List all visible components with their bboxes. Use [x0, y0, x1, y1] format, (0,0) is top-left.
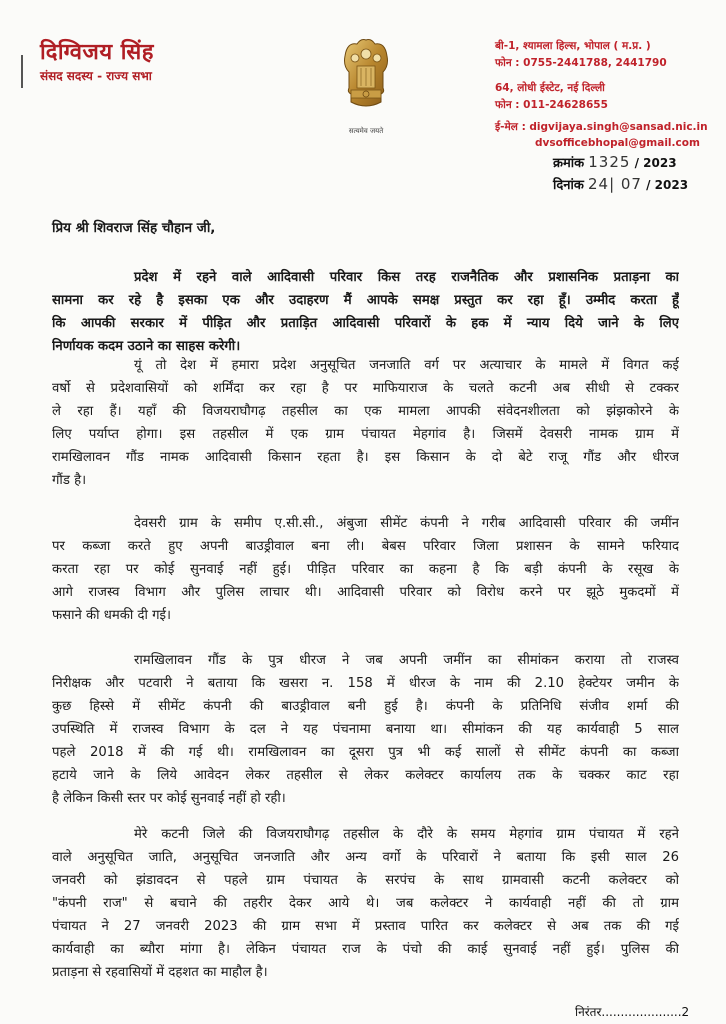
reference-number-year: / 2023: [634, 156, 677, 170]
paragraph-5: [52, 823, 679, 984]
ashoka-emblem-icon: [335, 36, 397, 116]
paragraph-line: उपस्थिति में राजस्व विभाग के दल ने यह पंचनामा बनाया था। सीमांकन की यह कार्यवाही 5 साल: [52, 722, 679, 737]
paragraph-line: ले रहा हैं। यहाँ की विजयराघौगढ़ तहसील का एक मामला आपकी संवेदनशीलता को झंझकोरने के: [52, 404, 679, 419]
phone-bhopal: फोन : 0755-2441788, 2441790: [495, 57, 667, 69]
reference-date: [553, 175, 688, 193]
paragraph-line: कार्यवाही का ब्यौरा मांगा है। लेकिन पंचायत राज के पंचो की काई सुनवाई नहीं हुई। पुलिस की: [52, 942, 679, 957]
reference-date-label: दिनांक: [553, 178, 584, 193]
margin-mark: [21, 55, 23, 88]
paragraph-line: प्रदेश में रहने वाले आदिवासी परिवार किस तरह राजनैतिक और प्रशासनिक प्रताड़ना का: [134, 270, 679, 285]
paragraph-line: निर्णायक कदम उठाने का साहस करेगी।: [52, 339, 241, 354]
sender-designation: संसद सदस्य - राज्य सभा: [40, 69, 152, 83]
paragraph-line: लिए पर्याप्त होगा। इस तहसील में एक ग्राम पंचायत मेहगांव है। जिसमें देवसरी नामक ग्राम में: [52, 427, 679, 442]
paragraph-line: जनवरी को झंडावदन से पहले ग्राम पंचायत के सरपंच के साथ ग्रामवासी कटनी कलेक्टर को: [52, 873, 679, 888]
email-secondary: dvsofficebhopal@gmail.com: [535, 137, 700, 149]
salutation: प्रिय श्री शिवराज सिंह चौहान जी,: [52, 220, 216, 236]
paragraph-line: रामखिलावन गौंड नामक आदिवासी किसान रहता है। इस किसान के दो बेटे राजू गौंड और धीरज: [52, 450, 679, 465]
phone-delhi: फोन : 011-24628655: [495, 99, 608, 111]
paragraph-line: यूं तो देश में हमारा प्रदेश अनुसूचित जनजाति वर्ग पर अत्याचार के मामले में विगत कई: [134, 358, 679, 373]
paragraph-line: गौंड है।: [52, 473, 87, 488]
paragraph-line: प्रताड़ना से रहवासियों में दहशत का माहौल है।: [52, 965, 268, 980]
paragraph-2: [52, 354, 679, 492]
paragraph-line: पहले 2018 में की गई थी। रामखिलावन का दूसरा पुत्र भी कई सालों से सीमेंट कंपनी का कब्जा: [52, 745, 679, 760]
paragraph-line: है लेकिन किसी स्तर पर कोई सुनवाई नहीं हो रही।: [52, 791, 286, 806]
national-emblem-icon: [335, 36, 397, 131]
email-primary: ई-मेल : digvijaya.singh@sansad.nic.in: [495, 121, 708, 133]
paragraph-line: मेरे कटनी जिले की विजयराघौगढ़ तहसील के दौरे के समय मेहगांव ग्राम पंचायत में रहने: [134, 827, 679, 842]
paragraph-line: पंचायत ने 27 जनवरी 2023 की ग्राम सभा में प्रस्ताव पारित कर कलेक्टर से अब तक की गई: [52, 919, 679, 934]
paragraph-line: "कंपनी राज" से बचाने की तहरीर देकर आये थे। जब कलेक्टर ने कार्यवाही नहीं की तो ग्राम: [52, 896, 679, 911]
paragraph-1: [52, 266, 679, 358]
paragraph-line: देवसरी ग्राम के समीप ए.सी.सी., अंबुजा सीमेंट कंपनी ने गरीब आदिवासी परिवार की जमींन: [134, 516, 679, 531]
paragraph-line: फसाने की धमकी दी गई।: [52, 608, 171, 623]
reference-number-label: क्रमांक: [553, 156, 585, 171]
continued-page-marker: निरंतर.....................2: [575, 1005, 690, 1019]
paragraph-3: [52, 512, 679, 627]
paragraph-line: वर्षो से प्रदेशवासियों को शर्मिंदा कर रहा है पर माफियाराज के चलते कटनी अब सीधी से टक्कर: [52, 381, 679, 396]
paragraph-line: आगे राजस्व विभाग और पुलिस लाचार थी। आदिवासी परिवार को विरोध करने पर झूठे मुकदमों में: [52, 585, 679, 600]
paragraph-line: पर कब्जा करते हुए अपनी बाउड्रीवाल बना ली। बेबस परिवार जिला प्रशासन के सामने फरियाद: [52, 539, 679, 554]
paragraph-line: कि आपकी सरकार में पीड़ित और प्रताड़ित आदिवासी परिवारों के हक में न्याय दिये जाने के लिए: [52, 316, 679, 331]
paragraph-line: निरीक्षक और पटवारी ने बताया कि खसरा न. 158 में धीरज के नाम की 2.10 हेक्टेयर जमीन के: [52, 676, 679, 691]
paragraph-line: सामना कर रहे है इसका एक और उदाहरण मैं आपके समक्ष प्रस्तुत कर रहा हूँ। उम्मीद करता हूँ: [52, 293, 679, 308]
paragraph-line: कुछ हिस्से में सीमेंट कंपनी की बाउड्रीवाल बनी हुई है। कंपनी के प्रतिनिधि संजीव शर्मा की: [52, 699, 679, 714]
reference-date-value: 24| 07: [587, 175, 642, 193]
reference-number-value: 1325: [588, 153, 631, 171]
paragraph-line: करता रहा पर कोई सुनवाई नहीं हुई। पीड़ित परिवार का कहना है कि बड़ी कंपनी के रसूख के: [52, 562, 679, 577]
paragraph-4: [52, 649, 679, 810]
emblem-motto: सत्यमेव जयते: [348, 127, 384, 135]
address-bhopal: बी-1, श्यामला हिल्स, भोपाल ( म.प्र. ): [495, 40, 651, 52]
sender-name: दिग्विजय सिंह: [40, 40, 154, 65]
paragraph-line: रामखिलावन गौंड के पुत्र धीरज ने जब अपनी जमींन का सीमांकन कराया तो राजस्व: [134, 653, 679, 668]
address-delhi: 64, लोधी ईस्टेट, नई दिल्ली: [495, 82, 605, 94]
paragraph-line: हटाये जाने के लिये आवेदन लेकर तहसील से लेकर कलेक्टर कार्यालय तक के चक्कर काट रहा: [52, 768, 679, 783]
paragraph-line: वाले अनुसूचित जाति, अनुसूचित जनजाति और अन्य वर्गो के परिवारों ने बताया कि इसी साल 26: [52, 850, 679, 865]
reference-number: [553, 153, 677, 171]
reference-date-year: / 2023: [646, 178, 689, 192]
